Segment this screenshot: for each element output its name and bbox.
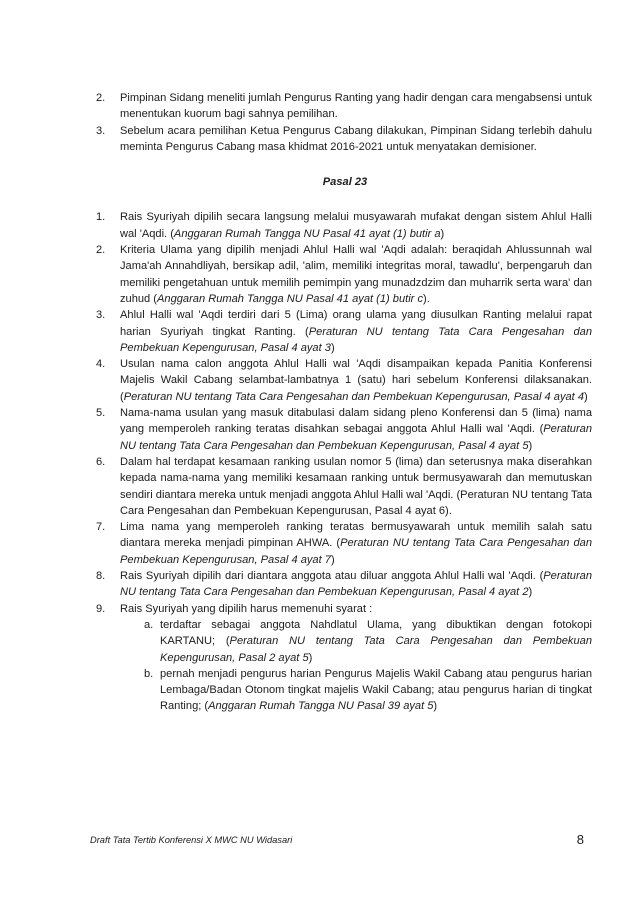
item-text: Sebelum acara pemilihan Ketua Pengurus Cabang dilakukan, Pimpinan Sidang terlebih dahulu meminta Pengurus Cabang masa khidmat 2016-2021 untuk menyatakan demisioner. (120, 124, 592, 153)
item-reference: Anggaran Rumah Tangga NU Pasal 41 ayat (1) butir c (157, 292, 424, 305)
item-text: Rais Syuriyah dipilih secara langsung melalui musyawarah mufakat dengan sistem Ahlul Halli wal 'Aqdi. ( (120, 211, 592, 240)
item-tail: ) (330, 553, 335, 566)
list-item (96, 307, 592, 356)
sub-item-reference: Peraturan NU tentang Tata Cara Pengesahan dan Pembekuan Kepengurusan, Pasal 2 ayat 5 (160, 635, 592, 664)
item-text: Dalam hal terdapat kesamaan ranking usulan nomor 5 (lima) dan seterusnya maka diserahkan kepada nama-nama yang memiliki kesamaan ranking untuk bermusyawarah dan memutuskan sendiri diantara mereka untuk menjadi anggota Ahlul Halli wal 'Aqdi. (Peraturan NU tentang Tata Cara Pengesahan dan Pembekuan Kepengurusan, Pasal 4 ayat 6). (120, 455, 592, 517)
item-number: 3. (96, 124, 106, 137)
item-tail: ) (528, 439, 533, 452)
item-reference: Peraturan NU tentang Tata Cara Pengesahan dan Pembekuan Kepengurusan, Pasal 4 ayat 2 (120, 570, 592, 599)
item-reference: Peraturan NU tentang Tata Cara Pengesahan dan Pembekuan Kepengurusan, Pasal 4 ayat 3 (120, 325, 592, 354)
sub-item-text: terdaftar sebagai anggota Nahdlatul Ulama, yang dibuktikan dengan fotokopi KARTANU; ( (160, 618, 592, 648)
item-text: Rais Syuriyah yang dipilih harus memenuhi syarat : (120, 602, 373, 615)
intro-list (96, 90, 592, 155)
list-item (96, 568, 592, 601)
sub-item-reference: Anggaran Rumah Tangga NU Pasal 39 ayat 5 (208, 700, 434, 713)
item-number: 3. (96, 309, 106, 322)
item-tail: ). (423, 292, 430, 305)
item-tail: ) (528, 586, 533, 599)
syarat-list (120, 617, 592, 715)
list-item (96, 405, 592, 454)
item-text: Lima nama yang memperoleh ranking teratas bermusyawarah untuk memilih salah satu diantara mereka menjadi pimpinan AHWA. ( (120, 521, 592, 550)
item-tail: ) (330, 341, 335, 354)
item-text: Usulan nama calon anggota Ahlul Halli wal 'Aqdi disampaikan kepada Panitia Konferensi Majelis Wakil Cabang selambat-lambatnya 1 (satu) hari sebelum Konferensi dilaksanakan. ( (120, 358, 592, 403)
sub-item-text: pernah menjadi pengurus harian Pengurus Majelis Wakil Cabang atau pengurus harian Lembaga/Badan Otonom tingkat majelis Wakil Cabang; atau pengurus harian di tingkat Ranting; ( (160, 667, 592, 713)
list-item (96, 90, 592, 123)
sub-item-tail: ) (433, 700, 438, 713)
list-item (96, 601, 592, 715)
item-number: 9. (96, 602, 106, 615)
footer-title: Draft Tata Tertib Konferensi X MWC NU Widasari (90, 835, 293, 845)
list-item (96, 123, 592, 156)
section-heading: Pasal 23 (322, 176, 368, 189)
list-item (96, 209, 592, 242)
list-item (96, 519, 592, 568)
item-reference: Peraturan NU tentang Tata Cara Pengesahan dan Pembekuan Kepengurusan, Pasal 4 ayat 5 (120, 423, 592, 452)
sub-item-letter: b. (144, 667, 154, 680)
pasal-23-list (96, 209, 592, 714)
item-text: Rais Syuriyah dipilih dari diantara anggota atau diluar anggota Ahlul Halli wal 'Aqdi. ( (120, 570, 544, 583)
page-number: 8 (576, 832, 584, 847)
item-tail: ) (440, 227, 445, 240)
list-item (96, 454, 592, 519)
sub-list-item (120, 617, 592, 666)
page-footer (90, 832, 588, 850)
item-text: Kriteria Ulama yang dipilih menjadi Ahlul Halli wal 'Aqdi adalah: beraqidah Ahlussunnah wal Jama'ah Annahdliyah, bersikap adil, 'alim, memiliki integritas moral, tawadlu', berpengaruh dan memiliki pengetahuan untuk memilih pemimpin yang munadzdzim dan muharrik serta wara' dan zuhud ( (120, 244, 592, 305)
item-tail: ) (584, 390, 588, 403)
item-text: Pimpinan Sidang meneliti jumlah Pengurus Ranting yang hadir dengan cara mengabsensi untuk menentukan kuorum bagi sahnya pemilihan. (120, 92, 592, 121)
list-item (96, 242, 592, 307)
item-number: 5. (96, 407, 106, 420)
sub-item-letter: a. (144, 618, 154, 631)
item-number: 1. (96, 211, 106, 224)
list-item (96, 356, 592, 405)
item-number: 7. (96, 521, 106, 534)
item-number: 4. (96, 358, 106, 371)
item-number: 6. (96, 455, 106, 468)
item-number: 8. (96, 570, 106, 583)
item-text: Ahlul Halli wal 'Aqdi terdiri dari 5 (Lima) orang ulama yang diusulkan Ranting melalui rapat harian Syuriyah tingkat Ranting. ( (120, 309, 592, 338)
item-reference: Anggaran Rumah Tangga NU Pasal 41 ayat (1) butir a (173, 227, 441, 240)
item-number: 2. (96, 244, 106, 257)
item-text: Nama-nama usulan yang masuk ditabulasi dalam sidang pleno Konferensi dan 5 (lima) nama yang memperoleh ranking teratas disahkan sebagai anggota Ahlul Halli wal 'Aqdi. ( (120, 407, 592, 436)
item-number: 2. (96, 92, 106, 104)
item-reference: Peraturan NU tentang Tata Cara Pengesahan dan Pembekuan Kepengurusan, Pasal 4 ayat 4 (123, 390, 585, 403)
item-reference: Peraturan NU tentang Tata Cara Pengesahan dan Pembekuan Kepengurusan, Pasal 4 ayat 7 (120, 537, 592, 566)
sub-list-item (120, 666, 592, 715)
page-content (96, 90, 592, 715)
sub-item-tail: ) (308, 651, 313, 664)
